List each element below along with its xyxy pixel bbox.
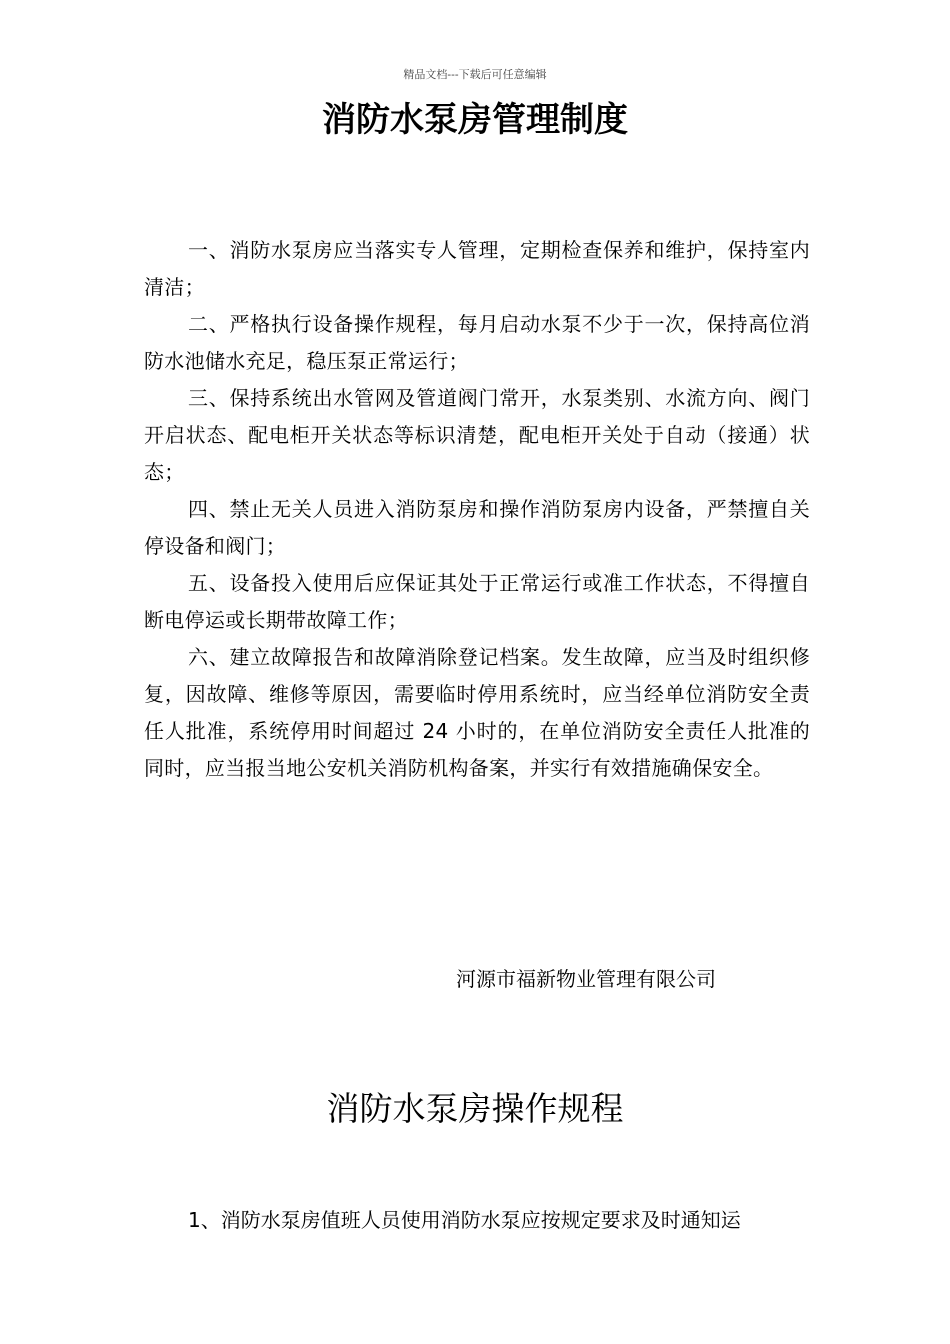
page-title: 消防水泵房管理制度 (322, 100, 628, 140)
rule-item-3: 三、保持系统出水管网及管道阀门常开，水泵类别、水流方向、阀门开启状态、配电柜开关状态等标识清楚，配电柜开关处于自动（接通）状态； (144, 386, 810, 484)
procedure-item-1: 1、消防水泵房值班人员使用消防水泵应按规定要求及时通知运 (188, 1208, 741, 1232)
rule-item-4: 四、禁止无关人员进入消防泵房和操作消防泵房内设备，严禁擅自关停设备和阀门； (144, 497, 810, 558)
rule-item-1: 一、消防水泵房应当落实专人管理，定期检查保养和维护，保持室内清洁； (144, 238, 810, 299)
company-signature: 河源市福新物业管理有限公司 (456, 967, 716, 991)
section-title: 消防水泵房操作规程 (326, 1089, 624, 1128)
rule-item-2: 二、严格执行设备操作规程，每月启动水泵不少于一次，保持高位消防水池储水充足，稳压泵正常运行； (144, 312, 810, 373)
header-note: 精品文档---下载后可任意编辑 (403, 68, 547, 81)
rules-section (144, 232, 810, 787)
rule-item-6: 六、建立故障报告和故障消除登记档案。发生故障，应当及时组织修复，因故障、维修等原因，需要临时停用系统时，应当经单位消防安全责任人批准，系统停用时间超过 24 小时的，在单位消防安全责任人批准的同时，应当报当地公安机关消防机构备案，并实行有效措施确保安全。 (144, 645, 810, 780)
rule-item-5: 五、设备投入使用后应保证其处于正常运行或准工作状态，不得擅自断电停运或长期带故障工作； (144, 571, 810, 632)
